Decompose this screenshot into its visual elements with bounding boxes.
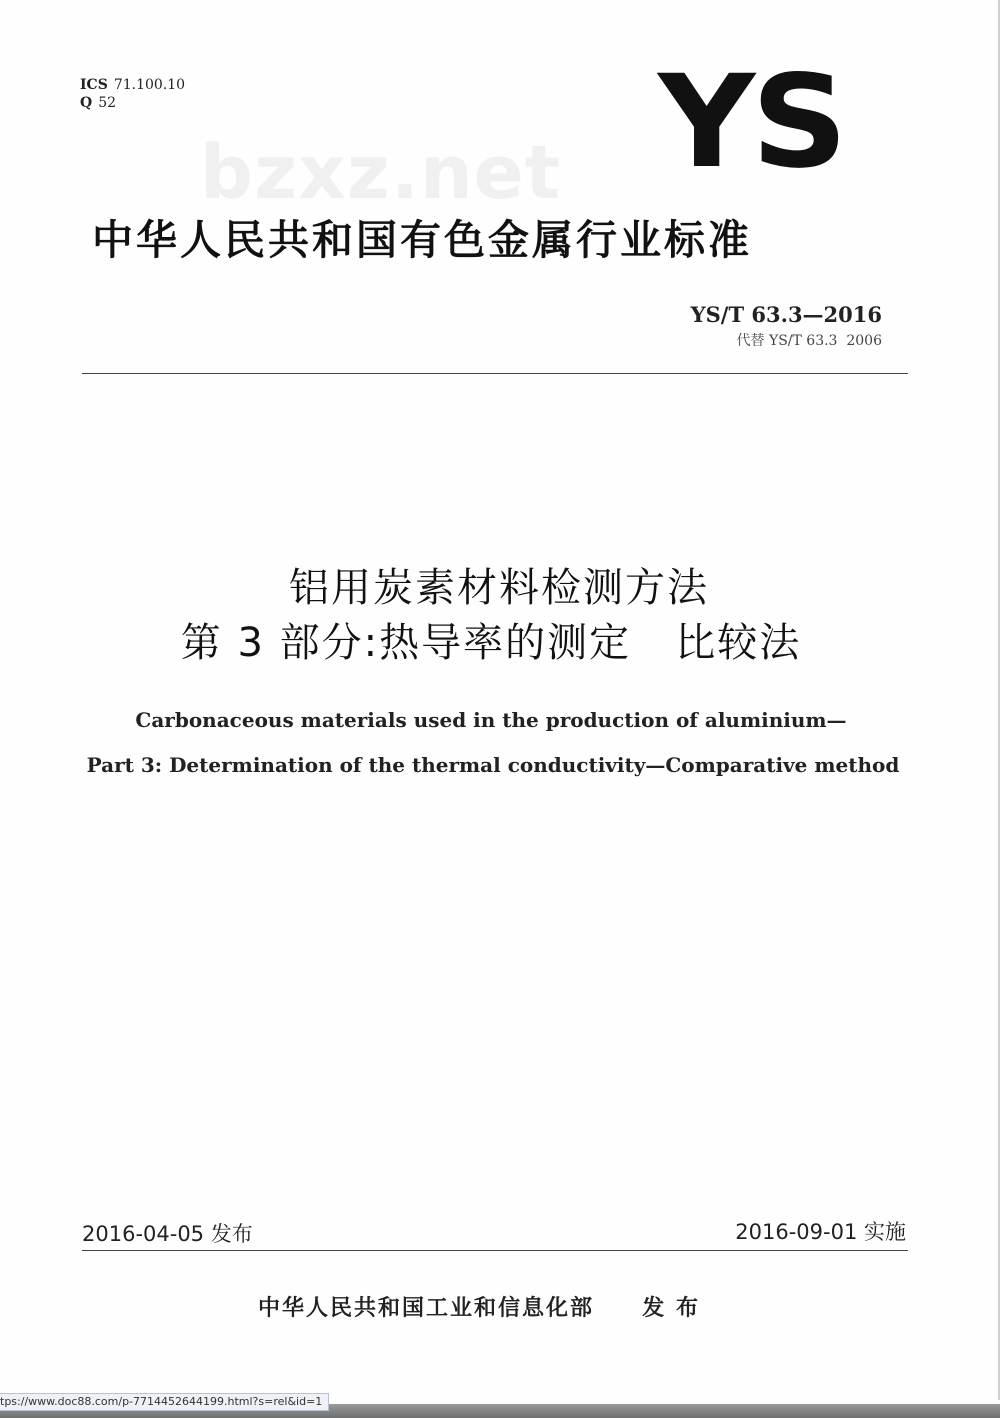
ys-logo: YS (658, 48, 844, 197)
ccs-label: Q (80, 95, 93, 111)
chinese-title-line-1: 铝用炭素材料检测方法 (289, 565, 709, 611)
watermark: bzxz.net (200, 130, 562, 216)
issuing-authority: 中华人民共和国工业和信息化部 发 布 (258, 1296, 700, 1321)
status-bar-url: tps://www.doc88.com/p-7714452644199.html?s=rel&id=1 (0, 1393, 329, 1411)
top-divider (82, 373, 908, 374)
standard-number-text: YS/T 63.3—2016 (690, 302, 882, 327)
ccs-line (80, 94, 185, 112)
ccs-code: 52 (98, 95, 117, 111)
issue-date: 2016-04-05 发布 (82, 1222, 253, 1246)
standard-number (691, 302, 882, 328)
ics-code: 71.100.10 (113, 77, 186, 93)
bottom-divider (82, 1250, 908, 1251)
replaces-standard: 代替 YS/T 63.3 2006 (736, 333, 882, 349)
industry-standard-title: 中华人民共和国有色金属行业标准 (92, 216, 752, 264)
english-title-line-1: Carbonaceous materials used in the production of aluminium— (135, 708, 847, 732)
classification-codes (80, 76, 185, 112)
english-title-line-2: Part 3: Determination of the thermal conductivity—Comparative method (86, 753, 900, 777)
chinese-title-line-2: 第 3 部分:热导率的测定 比较法 (180, 620, 802, 666)
implementation-date: 2016-09-01 实施 (735, 1220, 906, 1244)
ics-label: ICS (80, 77, 108, 93)
ics-line (80, 76, 185, 94)
